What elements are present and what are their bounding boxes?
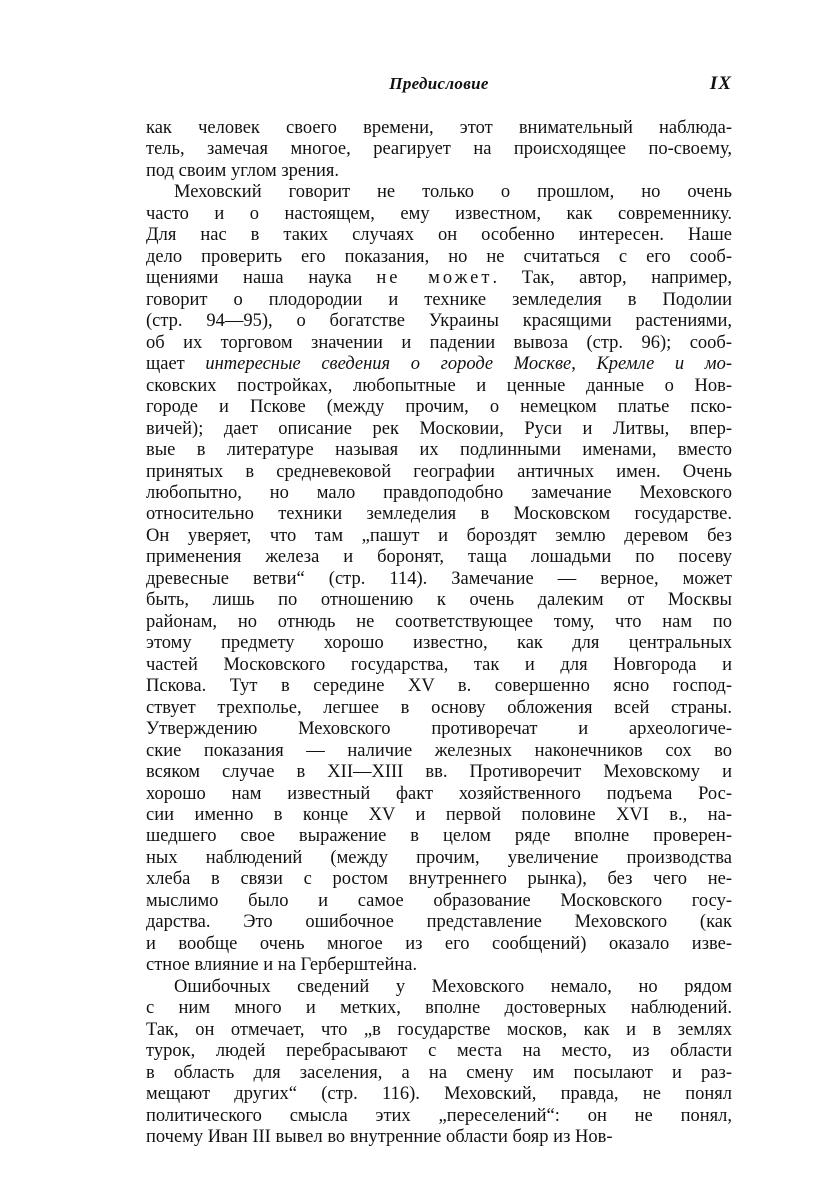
text-line: с ним много и метких, вполне достоверных наблюдений.: [146, 998, 732, 1019]
text-line: под своим углом зрения.: [146, 160, 340, 181]
text-line: ские показания — наличие железных наконечников сох во: [146, 740, 732, 761]
text-line: говорит о плодородии и технике земледелия в Подолии: [146, 289, 732, 310]
text-line: Для нас в таких случаях он особенно интересен. Наше: [146, 225, 732, 246]
text-line: Ошибочных сведений у Меховского немало, но рядом: [174, 976, 732, 997]
text-line: мыслимо было и самое образование Московского госу-: [146, 890, 732, 911]
text-line: почему Иван III вывел во внутренние области бояр из Нов-: [146, 1127, 613, 1148]
text-line: всяком случае в XII—XIII вв. Противоречит Меховскому и: [146, 762, 732, 783]
text-line: любопытно, но мало правдоподобно замечание Меховского: [146, 482, 732, 503]
text-line: древесные ветви“ (стр. 114). Замечание — верное, может: [146, 568, 732, 589]
text-line: дело проверить его показания, но не считаться с его сооб-: [146, 246, 732, 267]
text-line: как человек своего времени, этот внимательный наблюда-: [146, 118, 732, 138]
text-line: щает интересные сведения о городе Москве, Кремле и мо-: [146, 354, 732, 375]
text-line: этому предмету хорошо известно, как для центральных: [146, 633, 732, 654]
text-line: мещают других“ (стр. 116). Меховский, правда, не понял: [146, 1084, 732, 1105]
text-line: дарства. Это ошибочное представление Меховского (как: [146, 912, 732, 933]
running-title: Предисловие: [389, 74, 489, 93]
text-line: применения железа и боронят, таща лошадьми по посеву: [146, 547, 732, 568]
text-line: Меховский говорит не только о прошлом, но очень: [174, 182, 732, 203]
paragraph: [146, 182, 732, 976]
text-line: Утверждению Меховского противоречат и археологиче-: [146, 719, 732, 740]
text-line: Пскова. Тут в середине XV в. совершенно ясно господ-: [146, 676, 732, 697]
text-line: стное влияние и на Герберштейна.: [146, 955, 418, 976]
page-number: IX: [709, 73, 732, 94]
text-line: хорошо нам известный факт хозяйственного подъема Рос-: [146, 783, 732, 804]
text-line: хлеба в связи с ростом внутреннего рынка), без чего не-: [146, 869, 732, 890]
text-line: районам, но отнюдь не соответствующее тому, что нам по: [146, 611, 732, 632]
text-line: и вообще очень многое из его сообщений) оказало изве-: [146, 933, 732, 954]
text-line: частей Московского государства, так и для Новгорода и: [146, 654, 732, 675]
text-line: Так, он отмечает, что „в государстве москов, как и в землях: [146, 1019, 732, 1040]
paragraph: [146, 977, 732, 1149]
text-line: относительно техники земледелия в Московском государстве.: [146, 504, 732, 525]
text-line: вичей); дает описание рек Московии, Руси и Литвы, впер-: [146, 418, 732, 439]
text-line: сии именно в конце XV и первой половине XVI в., на-: [146, 805, 732, 825]
text-line: Он уверяет, что там „пашут и бороздят землю деревом без: [146, 525, 732, 546]
text-line: ных наблюдений (между прочим, увеличение производства: [146, 847, 732, 868]
text-line: ствует трехполье, легшее в основу обложения всей страны.: [146, 697, 732, 718]
text-line: (стр. 94—95), о богатстве Украины красящими растениями,: [146, 311, 732, 332]
text-line: об их торговом значении и падении вывоза (стр. 96); сооб-: [146, 332, 732, 353]
text-line: вые в литературе называя их подлинными именами, вместо: [146, 440, 732, 461]
text-line: турок, людей перебрасывают с места на место, из области: [146, 1041, 732, 1062]
text-line: быть, лишь по отношению к очень далеким от Москвы: [146, 590, 732, 611]
text-line: принятых в средневековой географии античных имен. Очень: [146, 461, 732, 482]
text-line: тель, замечая многое, реагирует на происходящее по-своему,: [146, 139, 732, 160]
paragraph: [146, 118, 732, 182]
body-text: [146, 118, 732, 1149]
text-line: щениями наша наука не может. Так, автор, например,: [146, 268, 732, 289]
text-line: шедшего свое выражение в целом ряде вполне проверен-: [146, 826, 732, 847]
running-head: [146, 74, 732, 100]
text-line: часто и о настоящем, ему известном, как современнику.: [146, 203, 732, 224]
text-line: в область для заселения, а на смену им посылают и раз-: [146, 1062, 732, 1083]
text-line: городе и Пскове (между прочим, о немецком платье пско-: [146, 397, 732, 418]
text-line: сковских постройках, любопытные и ценные данные о Нов-: [146, 375, 732, 396]
text-line: политического смысла этих „переселений“: он не понял,: [146, 1105, 732, 1126]
